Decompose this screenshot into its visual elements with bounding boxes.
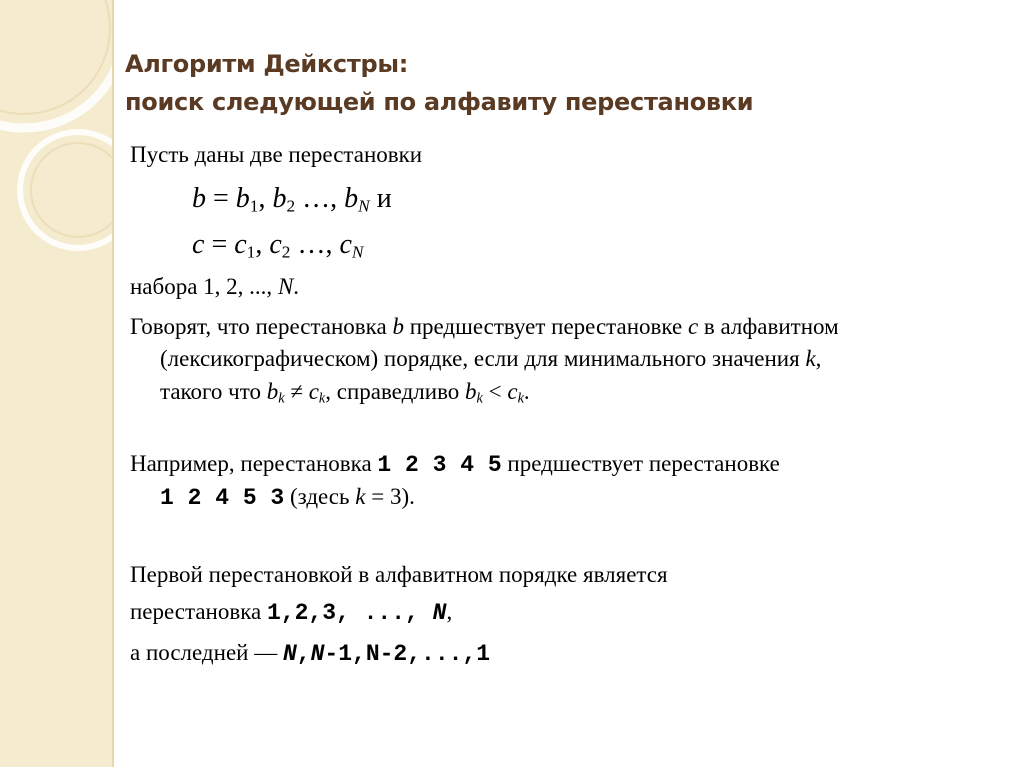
formula-c: $c = c_1$, $c_2$ …, $c_N$	[192, 229, 364, 262]
first-last-line-3: а последней — N,N-1,N-2,...,1	[130, 640, 491, 667]
definition-line-2: (лексикографическом) порядке, если для минимального значения k,	[160, 346, 822, 371]
paragraph-set: набора 1, 2, ..., N.	[130, 274, 300, 299]
sidebar-divider	[112, 0, 114, 767]
definition-line-3: такого что $b_k \ne c_k$, справедливо $b_k < c_k$.	[160, 379, 530, 407]
formula-b: $b = b_1$, $b_2$ …, $b_N$ и	[192, 183, 392, 216]
paragraph-intro: Пусть даны две перестановки	[130, 142, 423, 167]
slide-title-line-2: поиск следующей по алфавиту перестановки	[125, 88, 754, 116]
decorative-circles	[0, 0, 112, 320]
slide-title-line-1: Алгоритм Дейкстры:	[125, 50, 409, 78]
first-last-line-2: перестановка 1,2,3, ..., N,	[130, 599, 453, 626]
example-line-2: 1 2 4 5 3 (здесь k = 3).	[160, 484, 415, 511]
first-last-line-1: Первой перестановкой в алфавитном порядке является	[130, 562, 668, 587]
decorative-sidebar	[0, 0, 112, 767]
definition-line-1: Говорят, что перестановка b предшествует перестановке c в алфавитном	[130, 314, 839, 339]
example-line-1: Например, перестановка 1 2 3 4 5 предшествует перестановке	[130, 451, 780, 478]
